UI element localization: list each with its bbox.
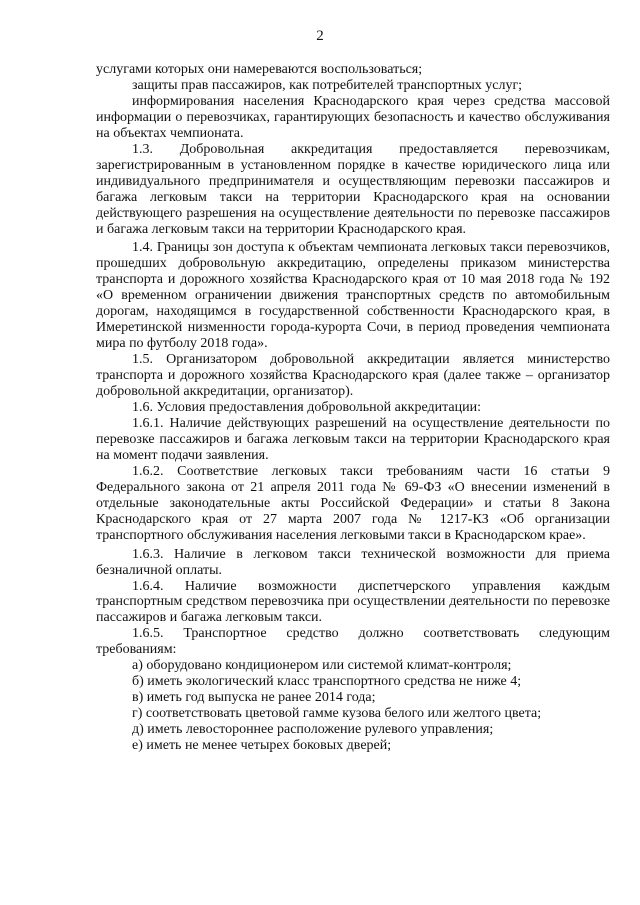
requirement-item-a: а) оборудовано кондиционером или системой климат-контроля; <box>132 658 512 674</box>
requirement-item-v: в) иметь год выпуска не ранее 2014 года; <box>132 690 376 706</box>
requirement-item-b: б) иметь экологический класс транспортного средства не ниже 4; <box>132 674 522 690</box>
paragraph-passenger-rights: защиты прав пассажиров, как потребителей транспортных услуг; <box>132 77 523 93</box>
page-number: 2 <box>316 28 324 44</box>
document-body <box>96 62 610 754</box>
requirement-item-g: г) соответствовать цветовой гамме кузова белого или желтого цвета; <box>132 706 542 722</box>
paragraph-1-4: 1.4. Границы зон доступа к объектам чемпионата легковых такси перевозчиков, прошедших добровольную аккредитацию, определены приказом министерства транспорта и дорожного хозяйства Краснодарского края от 10 мая 2018 года № 192 «О временном ограничении движения транспортных средств по автомобильным дорогам, находящимся в государственной собственности Краснодарского края, в Имеретинской низменности города-курорта Сочи, в период проведения чемпионата мира по футболу 2018 года». <box>96 240 610 352</box>
paragraph-1-6-2: 1.6.2. Соответствие легковых такси требованиям части 16 статьи 9 Федерального закона от 21 апреля 2011 года № 69-ФЗ «О внесении изменений в отдельные законодательные акты Российской Федерации» и статьи 8 Закона Краснодарского края от 27 марта 2007 года № 1217-КЗ «Об организации транспортного обслуживания населения легковыми такси в Краснодарском крае». <box>96 463 610 543</box>
paragraph-1-6-3: 1.6.3. Наличие в легковом такси технической возможности для приема безналичной оплаты. <box>96 546 610 578</box>
paragraph-1-6-4: 1.6.4. Наличие возможности диспетчерского управления каждым транспортным средством перевозчика при осуществлении деятельности по перевозке пассажиров и багажа легковым такси. <box>96 578 610 626</box>
paragraph-1-6-5: 1.6.5. Транспортное средство должно соответствовать следующим требованиям: <box>96 626 610 658</box>
paragraph-1-5: 1.5. Организатором добровольной аккредитации является министерство транспорта и дорожного хозяйства Краснодарского края (далее также – организатор добровольной аккредитации, организатор). <box>96 352 610 400</box>
paragraph-1-6: 1.6. Условия предоставления добровольной аккредитации: <box>132 400 481 416</box>
requirement-item-d: д) иметь левостороннее расположение рулевого управления; <box>132 722 494 738</box>
paragraph-informing-population: информирования населения Краснодарского края через средства массовой информации о перевозчиках, гарантирующих безопасность и качество обслуживания на объектах чемпионата. <box>96 93 610 141</box>
requirement-item-e: е) иметь не менее четырех боковых дверей; <box>132 738 392 754</box>
paragraph-1-6-1: 1.6.1. Наличие действующих разрешений на осуществление деятельности по перевозке пассажиров и багажа легковым такси на территории Краснодарского края на момент подачи заявления. <box>96 415 610 463</box>
paragraph-1-3: 1.3. Добровольная аккредитация предоставляется перевозчикам, зарегистрированным в установленном порядке в качестве юридического лица или индивидуального предпринимателя и осуществляющим перевозки пассажиров и багажа легковым такси на территории Краснодарского края на основании действующего разрешения на осуществление деятельности по перевозке пассажиров и багажа легковым такси на территории Краснодарского края. <box>96 141 610 237</box>
paragraph-services-continuation: услугами которых они намереваются воспользоваться; <box>96 62 423 77</box>
